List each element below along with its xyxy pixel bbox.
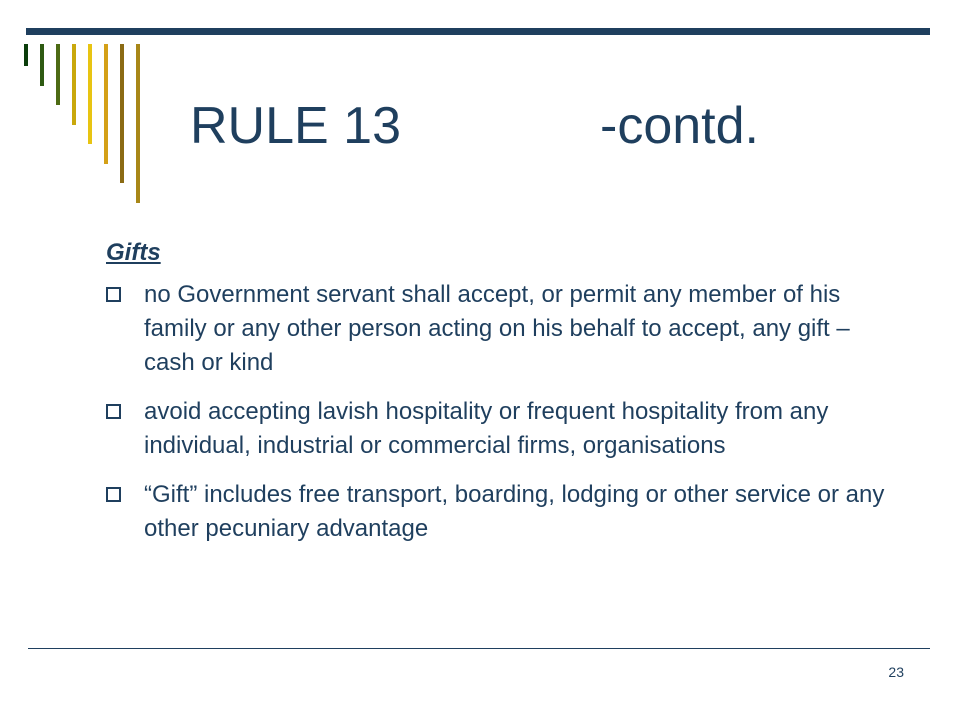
stripe-bar [72,44,76,125]
bullet-item [106,395,896,463]
hollow-square-icon [106,287,121,302]
stripe-bar [56,44,60,105]
bullet-item [106,278,896,380]
title-main: RULE 13 [190,97,401,155]
page-number: 23 [888,664,904,680]
top-rule [26,28,930,35]
stripe-bar [24,44,28,66]
hollow-square-icon [106,487,121,502]
bullet-text: “Gift” includes free transport, boarding, lodging or other service or any other pecuniary advantage [144,481,885,542]
title-suffix: -contd. [600,97,759,155]
slide-title [190,86,930,166]
bullet-text: no Government servant shall accept, or permit any member of his family or any other person acting on his behalf to accept, any gift – cash or kind [144,281,850,376]
stripe-bar [120,44,124,183]
stripe-bar [40,44,44,86]
bullet-item [106,478,896,546]
section-heading: Gifts [106,239,161,266]
stripe-bar [88,44,92,144]
hollow-square-icon [106,404,121,419]
bullet-text: avoid accepting lavish hospitality or frequent hospitality from any individual, industrial or commercial firms, organisations [144,398,829,459]
stripe-bar [104,44,108,164]
bullet-list [106,278,896,561]
bottom-rule [28,648,930,649]
stripe-bar [136,44,140,203]
